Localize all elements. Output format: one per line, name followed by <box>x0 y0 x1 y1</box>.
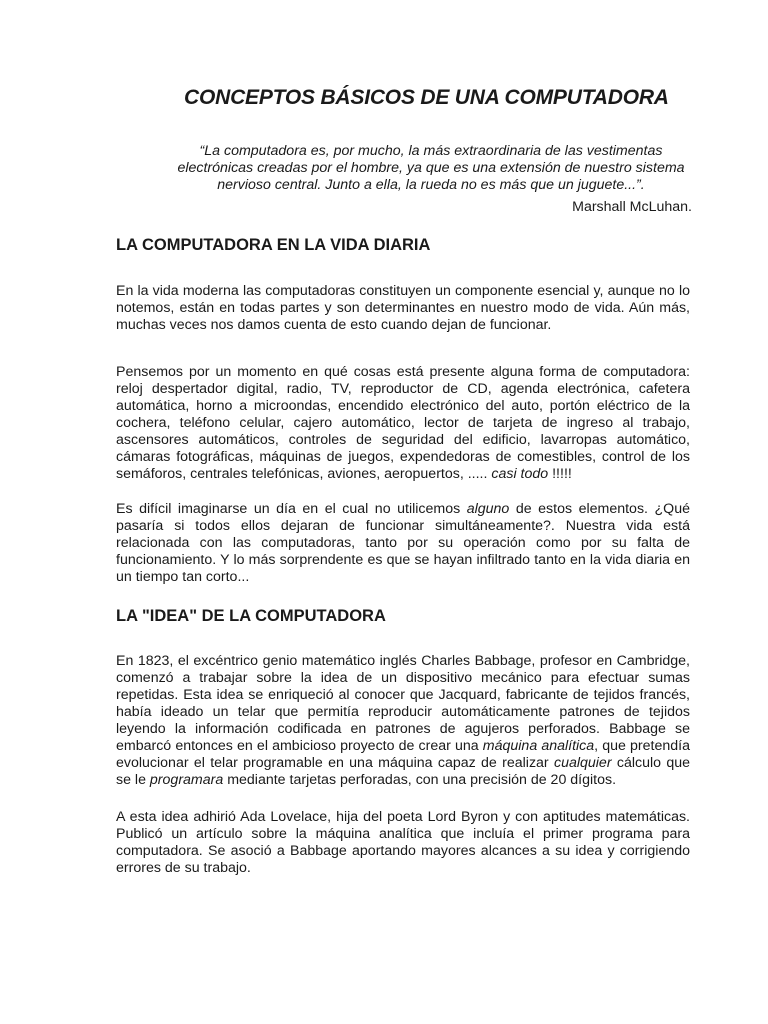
document-title: CONCEPTOS BÁSICOS DE UNA COMPUTADORA <box>184 86 669 109</box>
paragraph-pensemos <box>116 364 690 483</box>
paragraph-babbage-d: mediante tarjetas perforadas, con una precisión de 20 dígitos. <box>223 772 617 788</box>
emphasis-programara: programara <box>149 772 224 788</box>
paragraph-es-dificil-b: de estos elementos. ¿Qué pasaría si todos ellos dejaran de funcionar simultáneamente?. Nuestra vida está relacionada con las computadoras, tanto por su operación como por su falta de funcionamiento. Y lo más sorprendente es que se hayan infiltrado tanto en la vida diaria en un tiempo tan corto... <box>116 501 690 585</box>
paragraph-es-dificil-a: Es difícil imaginarse un día en el cual no utilicemos <box>116 501 467 517</box>
emphasis-cualquier: cualquier <box>553 755 612 771</box>
paragraph-pensemos-text: Pensemos por un momento en qué cosas está presente alguna forma de computadora: reloj despertador digital, radio, TV, reproductor de CD, agenda electrónica, cafetera automática, horno a microondas, encendido electrónico del auto, portón eléctrico de la cochera, teléfono celular, cajero automático, lector de tarjeta de ingreso al trabajo, ascensores automáticos, controles de seguridad del edificio, lavarropas automático, cámaras fotográficas, máquinas de juegos, expendedoras de comestibles, control de los semáforos, centrales telefónicas, aviones, aeropuertos, ..... <box>116 364 690 482</box>
emphasis-alguno: alguno <box>466 501 510 517</box>
epigraph-quote: “La computadora es, por mucho, la más extraordinaria de las vestimentas electrónicas creadas por el hombre, ya que es una extensión de nuestro sistema nervioso central. Junto a ella, la rueda no es más que un juguete...”. <box>177 143 685 193</box>
section-heading-vida-diaria: LA COMPUTADORA EN LA VIDA DIARIA <box>116 236 431 254</box>
epigraph-author: Marshall McLuhan. <box>572 199 692 215</box>
paragraph-babbage <box>116 653 690 789</box>
paragraph-babbage-c: cálculo que se le <box>116 755 690 788</box>
emphasis-casi-todo: casi todo <box>491 466 549 482</box>
paragraph-vida-moderna: En la vida moderna las computadoras constituyen un componente esencial y, aunque no lo notemos, están en todas partes y son determinantes en nuestro modo de vida. Aún más, muchas veces nos damos cuenta de esto cuando dejan de funcionar. <box>116 283 690 333</box>
section-heading-idea: LA "IDEA" DE LA COMPUTADORA <box>116 607 386 625</box>
paragraph-babbage-b: , que pretendía evolucionar el telar programable en una máquina capaz de realizar <box>116 738 690 771</box>
emphasis-maquina-analitica: máquina analítica <box>482 738 595 754</box>
paragraph-ada-lovelace: A esta idea adhirió Ada Lovelace, hija del poeta Lord Byron y con aptitudes matemáticas. Publicó un artículo sobre la máquina analítica que incluía el primer programa para computadora. Se asoció a Babbage aportando mayores alcances a su idea y corrigiendo errores de su trabajo. <box>116 809 690 876</box>
paragraph-es-dificil <box>116 501 690 586</box>
paragraph-babbage-a: En 1823, el excéntrico genio matemático inglés Charles Babbage, profesor en Cambridge, comenzó a trabajar sobre la idea de un dispositivo mecánico para efectuar sumas repetidas. Esta idea se enriqueció al conocer que Jacquard, fabricante de tejidos francés, había ideado un telar que permitía reproducir automáticamente patrones de tejidos leyendo la información codificada en patrones de agujeros perforados. Babbage se embarcó entonces en el ambicioso proyecto de crear una <box>116 653 690 754</box>
paragraph-pensemos-end: !!!!! <box>548 466 572 482</box>
